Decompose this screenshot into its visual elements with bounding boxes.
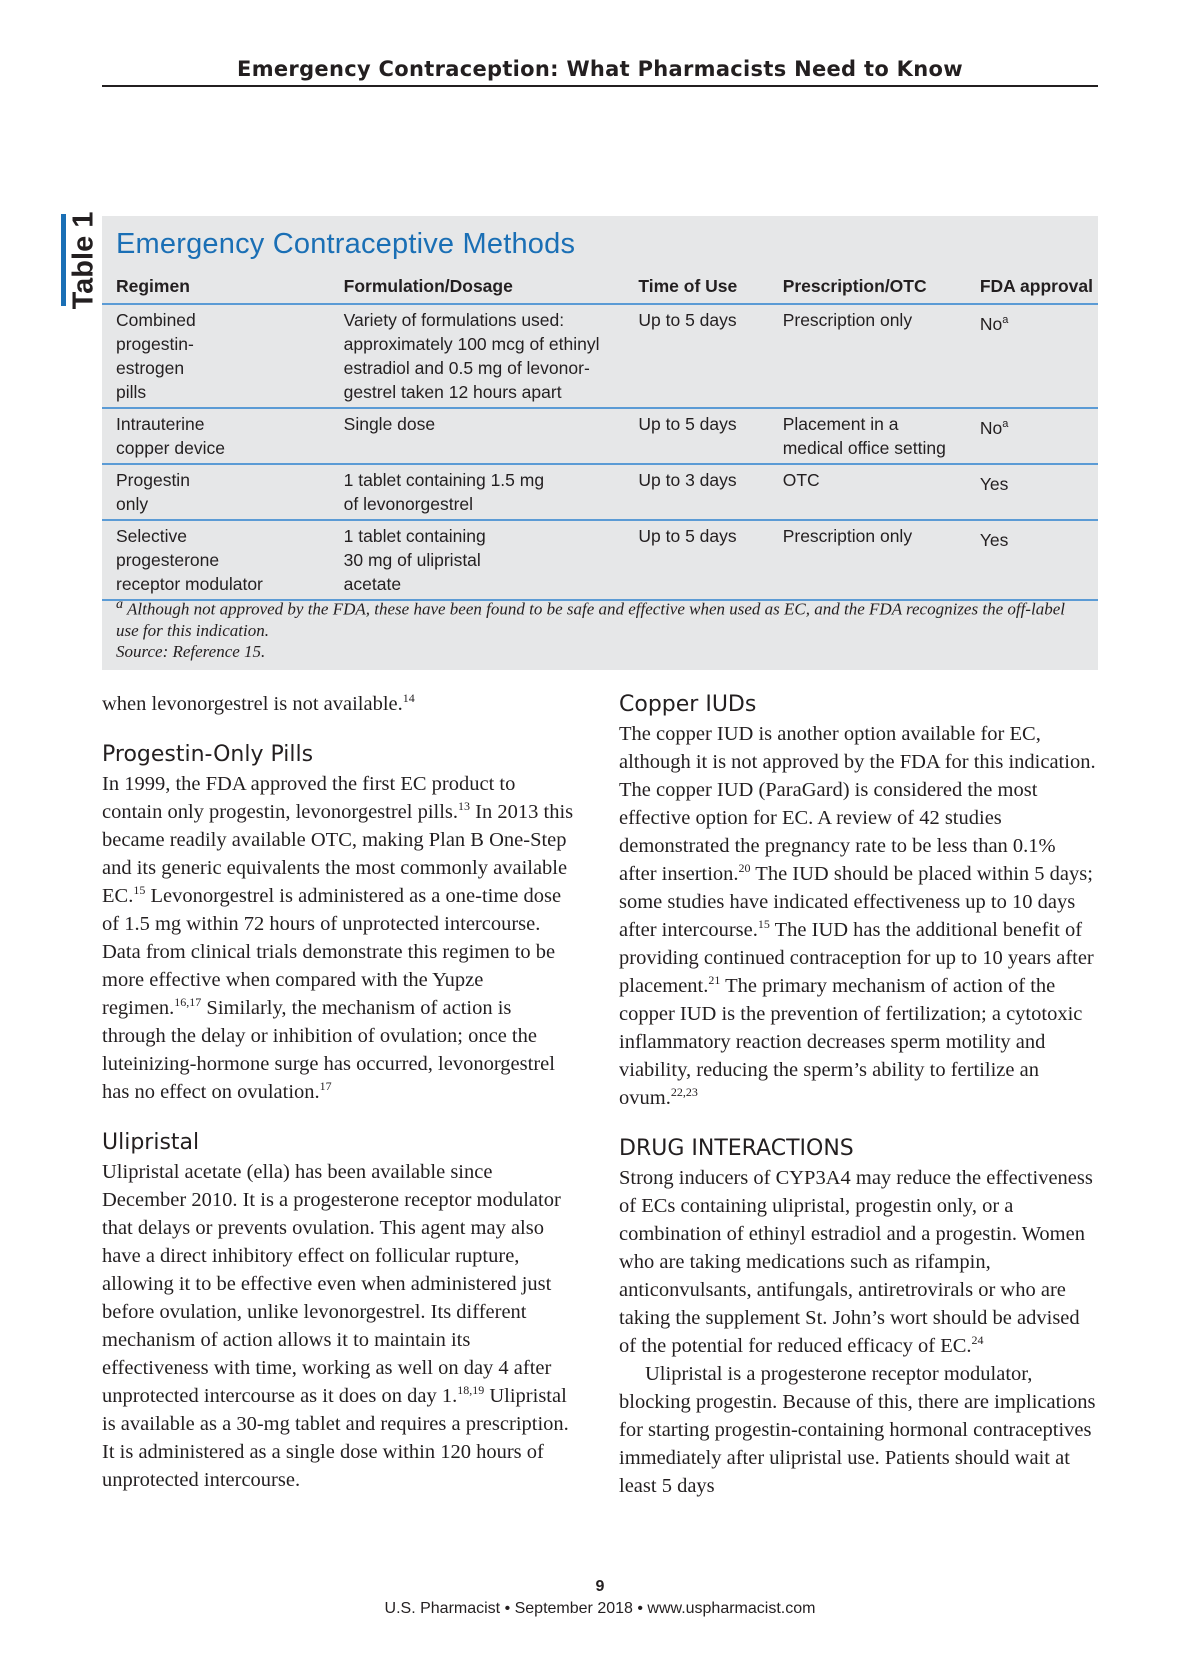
citation: 13 xyxy=(458,799,471,814)
formulation-cell: Single dose xyxy=(330,408,625,464)
table-row xyxy=(102,520,1098,600)
footnote-marker: a xyxy=(1002,314,1009,326)
rx-cell: Prescription only xyxy=(769,304,966,408)
table-footnote xyxy=(116,594,1086,662)
rx-cell: Placement in a medical office setting xyxy=(769,408,966,464)
citation: 14 xyxy=(402,691,415,706)
table-row xyxy=(102,304,1098,408)
paragraph xyxy=(102,1158,580,1494)
citation: 16,17 xyxy=(174,995,202,1010)
time-cell: Up to 3 days xyxy=(624,464,768,520)
citation: 15 xyxy=(757,917,770,932)
text-run: The IUD has the additional benefit of providing continued contraception for up to 10 years after placement. xyxy=(619,919,1094,997)
fda-cell xyxy=(966,304,1098,408)
right-column xyxy=(619,690,1097,1500)
header-rule xyxy=(102,85,1098,87)
formulation-cell: 1 tablet containing 1.5 mg of levonorgestrel xyxy=(330,464,625,520)
citation: 24 xyxy=(971,1333,984,1348)
section-heading: DRUG INTERACTIONS xyxy=(619,1136,854,1161)
left-column xyxy=(102,690,580,1494)
rx-cell: Prescription only xyxy=(769,520,966,600)
fda-cell xyxy=(966,408,1098,464)
column-header: Formulation/Dosage xyxy=(330,272,625,304)
section-heading: Copper IUDs xyxy=(619,692,757,717)
time-cell: Up to 5 days xyxy=(624,304,768,408)
text-run: The IUD should be placed within 5 days; some studies have indicated effectiveness up to 10 days after intercourse. xyxy=(619,863,1093,941)
regimen-cell: Intrauterine copper device xyxy=(102,408,330,464)
text-run: The primary mechanism of action of the copper IUD is the prevention of fertilization; a cytotoxic inflammatory reaction decreases sperm motility and viability, reducing the sperm’s ability to fertilize an ovum. xyxy=(619,975,1083,1109)
footnote-marker: a xyxy=(1002,418,1009,430)
time-cell: Up to 5 days xyxy=(624,520,768,600)
paragraph xyxy=(619,1164,1097,1360)
text-run: Similarly, the mechanism of action is through the delay or inhibition of ovulation; once the luteinizing-hormone surge has occurred, levonorgestrel has no effect on ovulation. xyxy=(102,997,555,1103)
section-heading: Progestin-Only Pills xyxy=(102,742,314,767)
regimen-cell: Selective progesterone receptor modulator xyxy=(102,520,330,600)
table-box xyxy=(102,216,1098,670)
fda-cell xyxy=(966,464,1098,520)
fda-value: Yes xyxy=(979,473,1009,494)
column-header: Time of Use xyxy=(624,272,768,304)
citation: 17 xyxy=(319,1079,332,1094)
time-cell: Up to 5 days xyxy=(624,408,768,464)
table-title: Emergency Contraceptive Methods xyxy=(116,228,576,260)
footer-publication-line: U.S. Pharmacist • September 2018 • www.uspharmacist.com xyxy=(384,1600,816,1617)
column-header: Regimen xyxy=(102,272,330,304)
table-tag-label: Table 1 xyxy=(67,211,100,309)
text-run: Ulipristal is available as a 30-mg tablet and requires a prescription. It is administered as a single dose within 120 hours of unprotected intercourse. xyxy=(102,1385,569,1491)
fda-cell xyxy=(966,520,1098,600)
paragraph: Ulipristal is a progesterone receptor modulator, blocking progestin. Because of this, there are implications for starting progestin-containing hormonal contraceptives immediately after ulipristal use. Patients should wait at least 5 days xyxy=(619,1363,1096,1497)
page-number: 9 xyxy=(595,1578,605,1595)
regimen-cell: Progestin only xyxy=(102,464,330,520)
citation: 15 xyxy=(133,883,146,898)
citation: 20 xyxy=(738,861,751,876)
text-run: when levonorgestrel is not available. xyxy=(102,693,403,715)
formulation-cell: 1 tablet containing 30 mg of ulipristal acetate xyxy=(330,520,625,600)
running-header-title: Emergency Contraception: What Pharmacists Need to Know xyxy=(237,57,963,81)
text-run: The copper IUD is another option available for EC, although it is not approved by the FDA for this indication. The copper IUD (ParaGard) is considered the most effective option for EC. A review of 42 studies demonstrated the pregnancy rate to be less than 0.1% after insertion. xyxy=(619,723,1096,885)
methods-table xyxy=(102,272,1098,601)
footnote-marker: a xyxy=(116,596,124,612)
table-row xyxy=(102,464,1098,520)
column-header: FDA approval xyxy=(966,272,1098,304)
citation: 22,23 xyxy=(670,1085,698,1100)
fda-value: No xyxy=(979,313,1003,334)
table-header-row xyxy=(102,272,1098,304)
text-run: In 2013 this became readily available OTC, making Plan B One-Step and its generic equivalents the most commonly available EC. xyxy=(102,801,574,907)
text-run: Levonorgestrel is administered as a one-time dose of 1.5 mg within 72 hours of unprotected intercourse. Data from clinical trials demonstrate this regimen to be more effective when compared with the Yupze regimen. xyxy=(102,885,562,1019)
text-run: Ulipristal acetate (ella) has been available since December 2010. It is a progesterone receptor modulator that delays or prevents ovulation. This agent may also have a direct inhibitory effect on follicular rupture, allowing it to be effective even when administered just before ovulation, unlike levonorgestrel. Its different mechanism of action allows it to maintain its effectiveness with time, working as well on day 4 after unprotected intercourse as it does on day 1. xyxy=(102,1161,561,1407)
footnote-text: Although not approved by the FDA, these have been found to be safe and effective when used as EC, and the FDA recognizes the off-label use for this indication. xyxy=(116,599,1065,640)
citation: 21 xyxy=(708,973,721,988)
regimen-cell: Combined progestin- estrogen pills xyxy=(102,304,330,408)
table-row xyxy=(102,408,1098,464)
column-header: Prescription/OTC xyxy=(769,272,966,304)
section-heading: Ulipristal xyxy=(102,1130,200,1155)
paragraph xyxy=(619,720,1097,1112)
fda-value: Yes xyxy=(979,529,1009,550)
fda-value: No xyxy=(979,417,1003,438)
paragraph xyxy=(102,690,580,718)
text-run: Strong inducers of CYP3A4 may reduce the effectiveness of ECs containing ulipristal, progestin only, or a combination of ethinyl estradiol and a progestin. Women who are taking medications such as rifampin, anticonvulsants, antifungals, antiretrovirals or who are taking the supplement St. John’s wort should be advised of the potential for reduced efficacy of EC. xyxy=(619,1167,1093,1357)
text-run: In 1999, the FDA approved the first EC product to contain only progestin, levonorgestrel pills. xyxy=(102,773,516,823)
table-source: Source: Reference 15. xyxy=(116,641,266,661)
paragraph xyxy=(102,770,580,1106)
rx-cell: OTC xyxy=(769,464,966,520)
citation: 18,19 xyxy=(457,1383,485,1398)
formulation-cell: Variety of formulations used: approximately 100 mcg of ethinyl estradiol and 0.5 mg of levonor- gestrel taken 12 hours apart xyxy=(330,304,625,408)
